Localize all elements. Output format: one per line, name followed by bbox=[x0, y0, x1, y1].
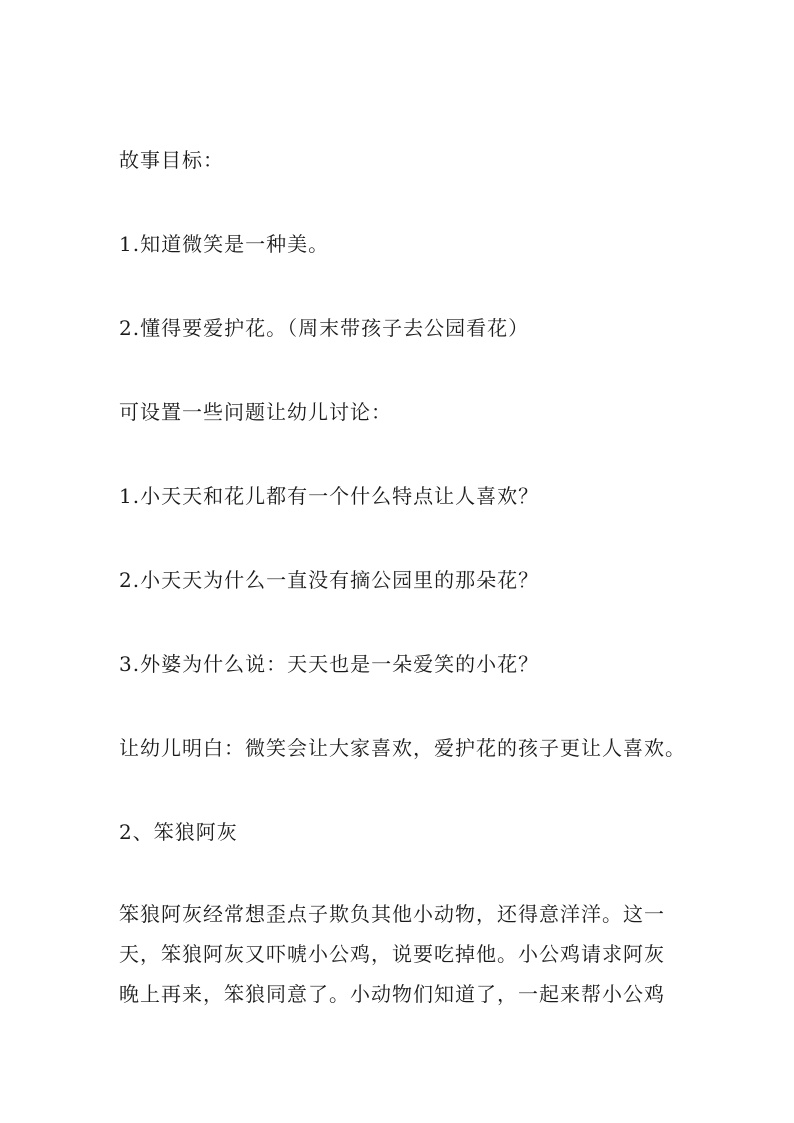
goal-item: 1.知道微笑是一种美。 bbox=[119, 232, 330, 256]
question-item: 3.外婆为什么说：天天也是一朵爱笑的小花？ bbox=[119, 652, 540, 676]
goal-item: 2.懂得要爱护花。（周末带孩子去公园看花） bbox=[119, 316, 530, 340]
story-line: 晚上再来，笨狼同意了。小动物们知道了，一起来帮小公鸡 bbox=[119, 982, 665, 1006]
story-line: 笨狼阿灰经常想歪点子欺负其他小动物，还得意洋洋。这一 bbox=[119, 902, 665, 926]
discussion-intro: 可设置一些问题让幼儿讨论： bbox=[119, 400, 392, 424]
conclusion-text: 让幼儿明白：微笑会让大家喜欢，爱护花的孩子更让人喜欢。 bbox=[119, 736, 686, 760]
story-title: 2、笨狼阿灰 bbox=[119, 820, 238, 844]
section-heading: 故事目标： bbox=[119, 148, 224, 172]
question-item: 1.小天天和花儿都有一个什么特点让人喜欢？ bbox=[119, 484, 540, 508]
question-item: 2.小天天为什么一直没有摘公园里的那朵花？ bbox=[119, 568, 540, 592]
story-line: 天，笨狼阿灰又吓唬小公鸡，说要吃掉他。小公鸡请求阿灰 bbox=[119, 942, 665, 966]
story-paragraph bbox=[119, 894, 679, 1014]
